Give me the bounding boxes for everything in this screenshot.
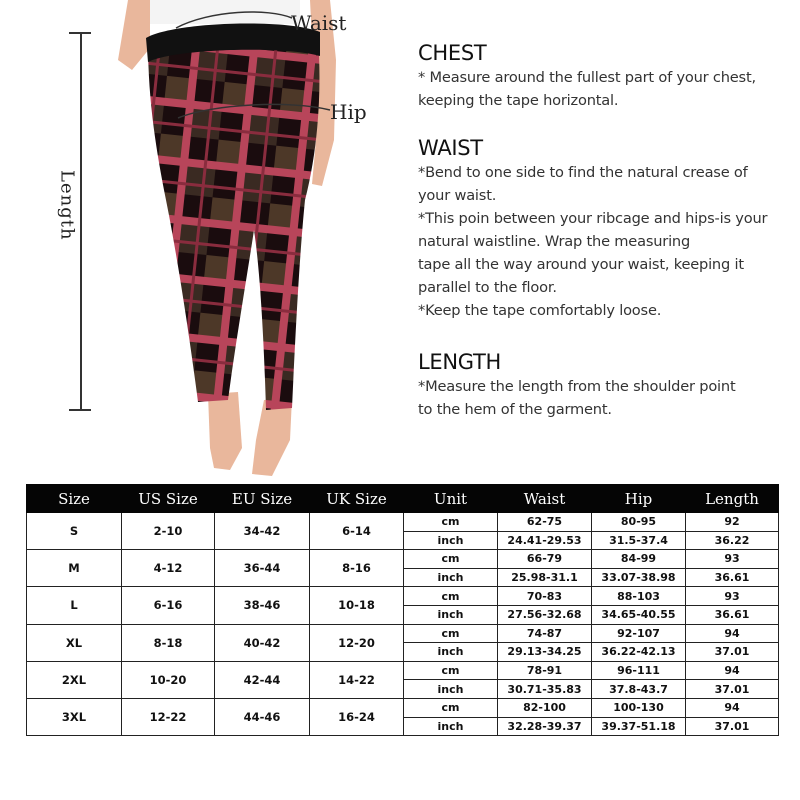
length-cell: 36.61 — [686, 605, 779, 624]
waist-title: WAIST — [418, 136, 483, 160]
waist-line: *This poin between your ribcage and hips-is your — [418, 210, 768, 227]
eu-size-cell: 40-42 — [215, 624, 310, 661]
table-row — [27, 661, 779, 680]
waist-cell: 24.41-29.53 — [498, 531, 592, 550]
size-cell: XL — [27, 624, 122, 661]
hip-cell: 84-99 — [592, 550, 686, 569]
uk-size-cell: 14-22 — [310, 661, 404, 698]
hip-cell: 80-95 — [592, 513, 686, 532]
unit-cell: cm — [404, 513, 498, 532]
length-cell: 36.61 — [686, 568, 779, 587]
size-cell: M — [27, 550, 122, 587]
uk-size-cell: 6-14 — [310, 513, 404, 550]
hip-cell: 33.07-38.98 — [592, 568, 686, 587]
size-cell: L — [27, 587, 122, 624]
length-section — [418, 349, 788, 421]
waist-cell: 27.56-32.68 — [498, 605, 592, 624]
header-uk-size: UK Size — [310, 485, 404, 513]
length-cell: 93 — [686, 587, 779, 606]
waist-cell: 78-91 — [498, 661, 592, 680]
us-size-cell: 6-16 — [122, 587, 215, 624]
header-eu-size: EU Size — [215, 485, 310, 513]
waist-line: your waist. — [418, 187, 497, 204]
length-guide-cap-top — [69, 32, 91, 34]
waist-cell: 30.71-35.83 — [498, 680, 592, 699]
uk-size-cell: 8-16 — [310, 550, 404, 587]
table-row — [27, 587, 779, 606]
header-size: Size — [27, 485, 122, 513]
hip-cell: 34.65-40.55 — [592, 605, 686, 624]
waist-line: tape all the way around your waist, keeping it — [418, 256, 744, 273]
hip-cell: 37.8-43.7 — [592, 680, 686, 699]
waist-cell: 82-100 — [498, 698, 592, 717]
uk-size-cell: 16-24 — [310, 698, 404, 735]
unit-cell: cm — [404, 661, 498, 680]
hip-cell: 88-103 — [592, 587, 686, 606]
length-line: to the hem of the garment. — [418, 401, 612, 418]
eu-size-cell: 36-44 — [215, 550, 310, 587]
header-hip: Hip — [592, 485, 686, 513]
length-cell: 37.01 — [686, 643, 779, 662]
eu-size-cell: 38-46 — [215, 587, 310, 624]
table-header-row — [27, 485, 779, 513]
waist-line: parallel to the floor. — [418, 279, 557, 296]
size-cell: S — [27, 513, 122, 550]
uk-size-cell: 12-20 — [310, 624, 404, 661]
header-waist: Waist — [498, 485, 592, 513]
waist-cell: 74-87 — [498, 624, 592, 643]
us-size-cell: 2-10 — [122, 513, 215, 550]
length-cell: 36.22 — [686, 531, 779, 550]
chest-section — [418, 40, 788, 112]
chest-line: * Measure around the fullest part of your chest, — [418, 69, 756, 86]
eu-size-cell: 34-42 — [215, 513, 310, 550]
hip-cell: 96-111 — [592, 661, 686, 680]
hip-cell: 36.22-42.13 — [592, 643, 686, 662]
waist-line: *Bend to one side to find the natural crease of — [418, 164, 748, 181]
us-size-cell: 10-20 — [122, 661, 215, 698]
waist-cell: 29.13-34.25 — [498, 643, 592, 662]
waist-cell: 70-83 — [498, 587, 592, 606]
waist-cell: 66-79 — [498, 550, 592, 569]
hip-cell: 39.37-51.18 — [592, 717, 686, 736]
hip-cell: 92-107 — [592, 624, 686, 643]
length-cell: 37.01 — [686, 680, 779, 699]
length-cell: 37.01 — [686, 717, 779, 736]
table-row — [27, 624, 779, 643]
size-chart-table — [26, 484, 779, 736]
length-line: *Measure the length from the shoulder point — [418, 378, 736, 395]
unit-cell: inch — [404, 717, 498, 736]
length-cell: 92 — [686, 513, 779, 532]
length-cell: 94 — [686, 624, 779, 643]
length-cell: 94 — [686, 698, 779, 717]
uk-size-cell: 10-18 — [310, 587, 404, 624]
unit-cell: cm — [404, 624, 498, 643]
length-cell: 94 — [686, 661, 779, 680]
unit-cell: inch — [404, 531, 498, 550]
size-cell: 2XL — [27, 661, 122, 698]
length-guide-line — [80, 32, 82, 410]
unit-cell: inch — [404, 568, 498, 587]
table-row — [27, 513, 779, 532]
length-label: Length — [56, 170, 78, 241]
waist-cell: 25.98-31.1 — [498, 568, 592, 587]
unit-cell: inch — [404, 680, 498, 699]
hip-cell: 31.5-37.4 — [592, 531, 686, 550]
waist-line: *Keep the tape comfortably loose. — [418, 302, 662, 319]
unit-cell: inch — [404, 605, 498, 624]
waist-line: natural waistline. Wrap the measuring — [418, 233, 691, 250]
us-size-cell: 12-22 — [122, 698, 215, 735]
unit-cell: cm — [404, 550, 498, 569]
chest-line: keeping the tape horizontal. — [418, 92, 619, 109]
hip-label: Hip — [330, 100, 367, 124]
waist-cell: 62-75 — [498, 513, 592, 532]
unit-cell: cm — [404, 698, 498, 717]
size-cell: 3XL — [27, 698, 122, 735]
unit-cell: cm — [404, 587, 498, 606]
waist-label: Waist — [291, 11, 347, 35]
waist-cell: 32.28-39.37 — [498, 717, 592, 736]
us-size-cell: 4-12 — [122, 550, 215, 587]
header-unit: Unit — [404, 485, 498, 513]
eu-size-cell: 44-46 — [215, 698, 310, 735]
waist-section — [418, 135, 788, 322]
table-row — [27, 550, 779, 569]
leggings-figure — [0, 0, 400, 480]
chest-title: CHEST — [418, 41, 487, 65]
header-us-size: US Size — [122, 485, 215, 513]
length-cell: 93 — [686, 550, 779, 569]
length-title: LENGTH — [418, 350, 502, 374]
eu-size-cell: 42-44 — [215, 661, 310, 698]
unit-cell: inch — [404, 643, 498, 662]
table-row — [27, 698, 779, 717]
length-guide-cap-bottom — [69, 409, 91, 411]
header-length: Length — [686, 485, 779, 513]
us-size-cell: 8-18 — [122, 624, 215, 661]
hip-cell: 100-130 — [592, 698, 686, 717]
